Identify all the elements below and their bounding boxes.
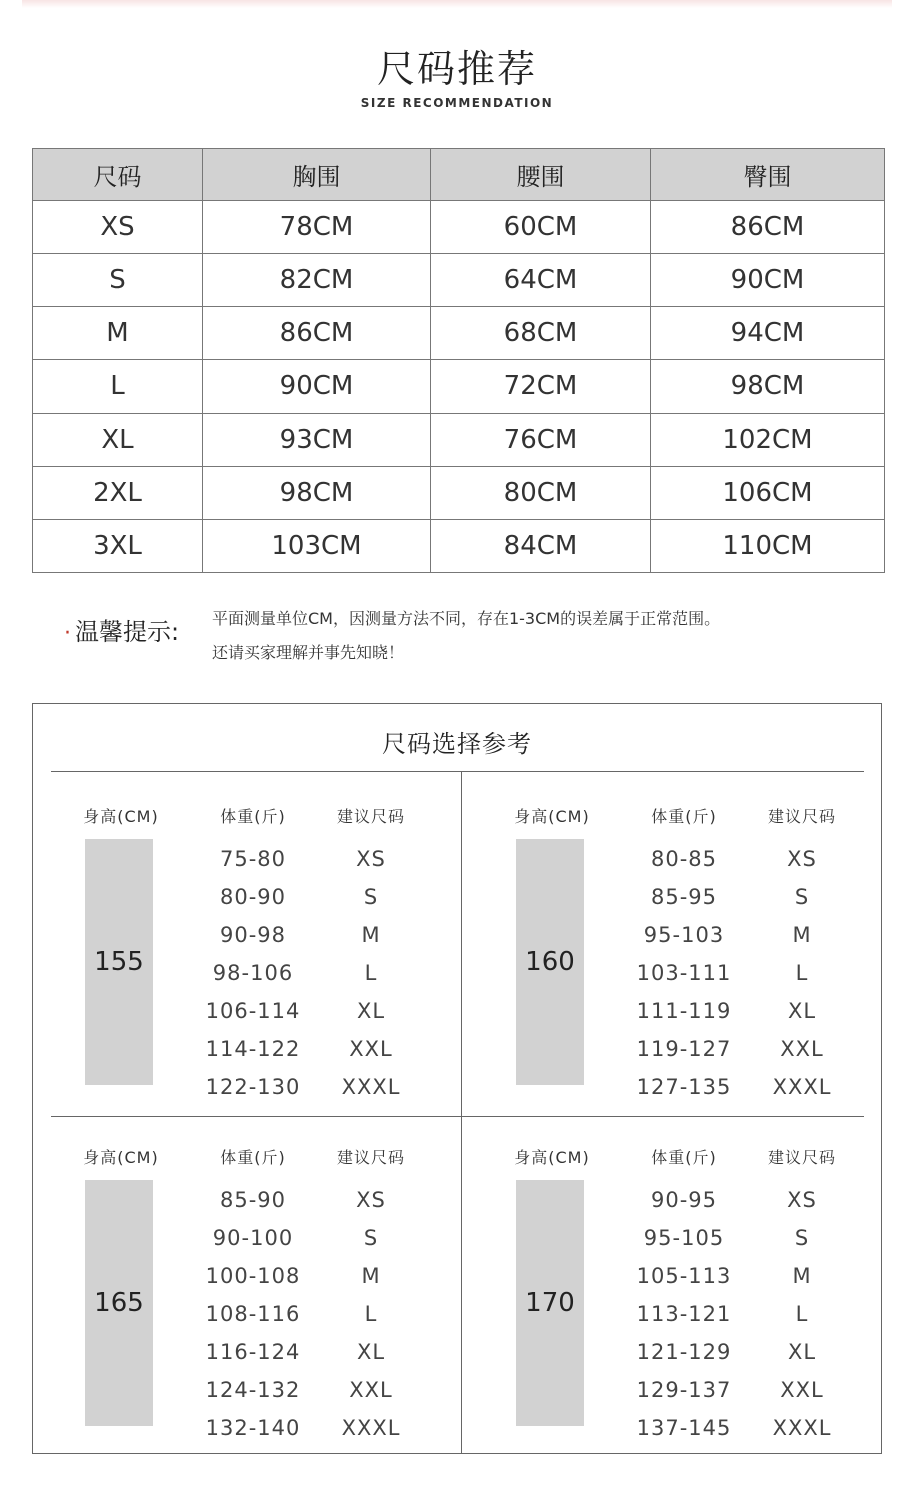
- weight-size-list: [33, 840, 433, 1106]
- weight-range: 137-145: [636, 1416, 732, 1440]
- list-item: [464, 1295, 864, 1333]
- suggested-size: M: [361, 923, 381, 947]
- cell-waist: 64CM: [431, 254, 651, 307]
- reference-title: 尺码选择参考: [382, 730, 532, 758]
- suggested-size: XXL: [780, 1037, 824, 1061]
- column-header-height: 身高(CM): [83, 1148, 159, 1167]
- weight-range: 124-132: [205, 1378, 301, 1402]
- suggested-size: XXXL: [772, 1416, 832, 1440]
- weight-range: 95-105: [643, 1226, 725, 1250]
- header-hip: 臀围: [651, 149, 885, 201]
- size-chart-table: [32, 148, 885, 573]
- cell-chest: 93CM: [203, 413, 431, 466]
- suggested-size: L: [795, 1302, 809, 1326]
- column-header-size: 建议尺码: [767, 1148, 836, 1167]
- reference-block-170: [464, 1145, 864, 1475]
- header-size: 尺码: [33, 149, 203, 201]
- list-item: [33, 878, 433, 916]
- cell-waist: 72CM: [431, 360, 651, 413]
- list-item: [464, 916, 864, 954]
- weight-range: 116-124: [205, 1340, 301, 1364]
- table-row: [33, 201, 885, 254]
- list-item: [33, 1371, 433, 1409]
- column-header-height: 身高(CM): [514, 807, 590, 826]
- suggested-size: L: [364, 961, 378, 985]
- list-item: [464, 1371, 864, 1409]
- top-decor-strip: [22, 0, 892, 8]
- page-subtitle: SIZE RECOMMENDATION: [360, 96, 554, 110]
- tips-line-2: 还请买家理解并事先知晓！: [212, 643, 405, 662]
- reference-title-divider: [51, 771, 864, 772]
- weight-range: 100-108: [205, 1264, 301, 1288]
- weight-range: 132-140: [205, 1416, 301, 1440]
- list-item: [33, 1333, 433, 1371]
- weight-range: 105-113: [636, 1264, 732, 1288]
- cell-waist: 68CM: [431, 307, 651, 360]
- list-item: [33, 1030, 433, 1068]
- size-reference-panel: [32, 703, 882, 1454]
- list-item: [464, 1409, 864, 1447]
- header-waist: 腰围: [431, 149, 651, 201]
- cell-chest: 78CM: [203, 201, 431, 254]
- weight-range: 90-95: [650, 1188, 718, 1212]
- cell-hip: 102CM: [651, 413, 885, 466]
- suggested-size: L: [364, 1302, 378, 1326]
- weight-range: 111-119: [636, 999, 732, 1023]
- page-title: 尺码推荐: [376, 47, 537, 91]
- column-header-height: 身高(CM): [83, 807, 159, 826]
- list-item: [464, 954, 864, 992]
- list-item: [33, 954, 433, 992]
- weight-range: 108-116: [205, 1302, 301, 1326]
- weight-range: 121-129: [636, 1340, 732, 1364]
- table-row: [33, 254, 885, 307]
- cell-size: M: [33, 307, 203, 360]
- list-item: [464, 840, 864, 878]
- reference-block-165: [33, 1145, 433, 1475]
- suggested-size: S: [363, 885, 379, 909]
- cell-hip: 106CM: [651, 466, 885, 519]
- column-header-size: 建议尺码: [336, 1148, 405, 1167]
- cell-waist: 60CM: [431, 201, 651, 254]
- height-value: 155: [94, 947, 144, 977]
- weight-range: 80-90: [219, 885, 287, 909]
- column-header-weight: 体重(斤): [220, 1148, 286, 1167]
- weight-range: 98-106: [212, 961, 294, 985]
- weight-range: 114-122: [205, 1037, 301, 1061]
- suggested-size: XXXL: [341, 1416, 401, 1440]
- cell-size: XL: [33, 413, 203, 466]
- list-item: [464, 992, 864, 1030]
- table-row: [33, 466, 885, 519]
- weight-size-list: [464, 840, 864, 1106]
- column-header-weight: 体重(斤): [651, 1148, 717, 1167]
- weight-range: 80-85: [650, 847, 718, 871]
- suggested-size: XXL: [780, 1378, 824, 1402]
- suggested-size: XS: [356, 847, 386, 871]
- column-header-height: 身高(CM): [514, 1148, 590, 1167]
- cell-chest: 90CM: [203, 360, 431, 413]
- column-header-size: 建议尺码: [767, 807, 836, 826]
- list-item: [464, 1257, 864, 1295]
- cell-chest: 98CM: [203, 466, 431, 519]
- suggested-size: XXL: [349, 1037, 393, 1061]
- list-item: [464, 1030, 864, 1068]
- cell-size: S: [33, 254, 203, 307]
- suggested-size: S: [363, 1226, 379, 1250]
- suggested-size: XXL: [349, 1378, 393, 1402]
- suggested-size: XXXL: [341, 1075, 401, 1099]
- suggested-size: XXXL: [772, 1075, 832, 1099]
- cell-size: XS: [33, 201, 203, 254]
- suggested-size: L: [795, 961, 809, 985]
- weight-range: 90-98: [219, 923, 287, 947]
- weight-range: 122-130: [205, 1075, 301, 1099]
- column-header-weight: 体重(斤): [651, 807, 717, 826]
- suggested-size: XL: [356, 1340, 386, 1364]
- weight-range: 127-135: [636, 1075, 732, 1099]
- column-header-size: 建议尺码: [336, 807, 405, 826]
- suggested-size: M: [792, 1264, 812, 1288]
- cell-size: 3XL: [33, 519, 203, 572]
- tips-label: [64, 612, 179, 647]
- weight-range: 103-111: [636, 961, 732, 985]
- cell-size: 2XL: [33, 466, 203, 519]
- weight-size-list: [464, 1181, 864, 1447]
- list-item: [464, 1068, 864, 1106]
- suggested-size: XS: [787, 847, 817, 871]
- reference-block-155: [33, 804, 433, 1134]
- height-value: 170: [525, 1288, 575, 1318]
- cell-hip: 86CM: [651, 201, 885, 254]
- list-item: [33, 916, 433, 954]
- table-row: [33, 360, 885, 413]
- cell-hip: 94CM: [651, 307, 885, 360]
- height-value: 165: [94, 1288, 144, 1318]
- tips-text: [212, 602, 720, 670]
- suggested-size: XL: [356, 999, 386, 1023]
- table-row: [33, 519, 885, 572]
- cell-waist: 80CM: [431, 466, 651, 519]
- cell-hip: 90CM: [651, 254, 885, 307]
- table-row: [33, 307, 885, 360]
- header-chest: 胸围: [203, 149, 431, 201]
- list-item: [464, 1181, 864, 1219]
- list-item: [464, 878, 864, 916]
- list-item: [33, 1219, 433, 1257]
- cell-hip: 110CM: [651, 519, 885, 572]
- table-row: [33, 413, 885, 466]
- weight-range: 85-90: [219, 1188, 287, 1212]
- suggested-size: XL: [787, 1340, 817, 1364]
- list-item: [33, 992, 433, 1030]
- suggested-size: M: [361, 1264, 381, 1288]
- suggested-size: XL: [787, 999, 817, 1023]
- list-item: [33, 1257, 433, 1295]
- cell-waist: 84CM: [431, 519, 651, 572]
- cell-size: L: [33, 360, 203, 413]
- list-item: [464, 1333, 864, 1371]
- list-item: [33, 1068, 433, 1106]
- reference-center-divider: [461, 771, 462, 1454]
- suggested-size: S: [794, 885, 810, 909]
- weight-range: 119-127: [636, 1037, 732, 1061]
- height-value: 160: [525, 947, 575, 977]
- suggested-size: XS: [356, 1188, 386, 1212]
- weight-range: 90-100: [212, 1226, 294, 1250]
- weight-range: 129-137: [636, 1378, 732, 1402]
- weight-range: 95-103: [643, 923, 725, 947]
- cell-chest: 86CM: [203, 307, 431, 360]
- weight-range: 113-121: [636, 1302, 732, 1326]
- cell-waist: 76CM: [431, 413, 651, 466]
- tips-line-1: 平面测量单位CM，因测量方法不同，存在1-3CM的误差属于正常范围。: [212, 609, 721, 628]
- tips-bullet: ·: [64, 621, 71, 646]
- weight-size-list: [33, 1181, 433, 1447]
- list-item: [33, 840, 433, 878]
- suggested-size: XS: [787, 1188, 817, 1212]
- weight-range: 85-95: [650, 885, 718, 909]
- suggested-size: M: [792, 923, 812, 947]
- size-table-header-row: [33, 149, 885, 201]
- weight-range: 106-114: [205, 999, 301, 1023]
- column-header-weight: 体重(斤): [220, 807, 286, 826]
- weight-range: 75-80: [219, 847, 287, 871]
- list-item: [464, 1219, 864, 1257]
- suggested-size: S: [794, 1226, 810, 1250]
- list-item: [33, 1295, 433, 1333]
- cell-chest: 82CM: [203, 254, 431, 307]
- reference-block-160: [464, 804, 864, 1134]
- list-item: [33, 1409, 433, 1447]
- tips-label-text: 温馨提示:: [75, 618, 180, 646]
- cell-hip: 98CM: [651, 360, 885, 413]
- cell-chest: 103CM: [203, 519, 431, 572]
- list-item: [33, 1181, 433, 1219]
